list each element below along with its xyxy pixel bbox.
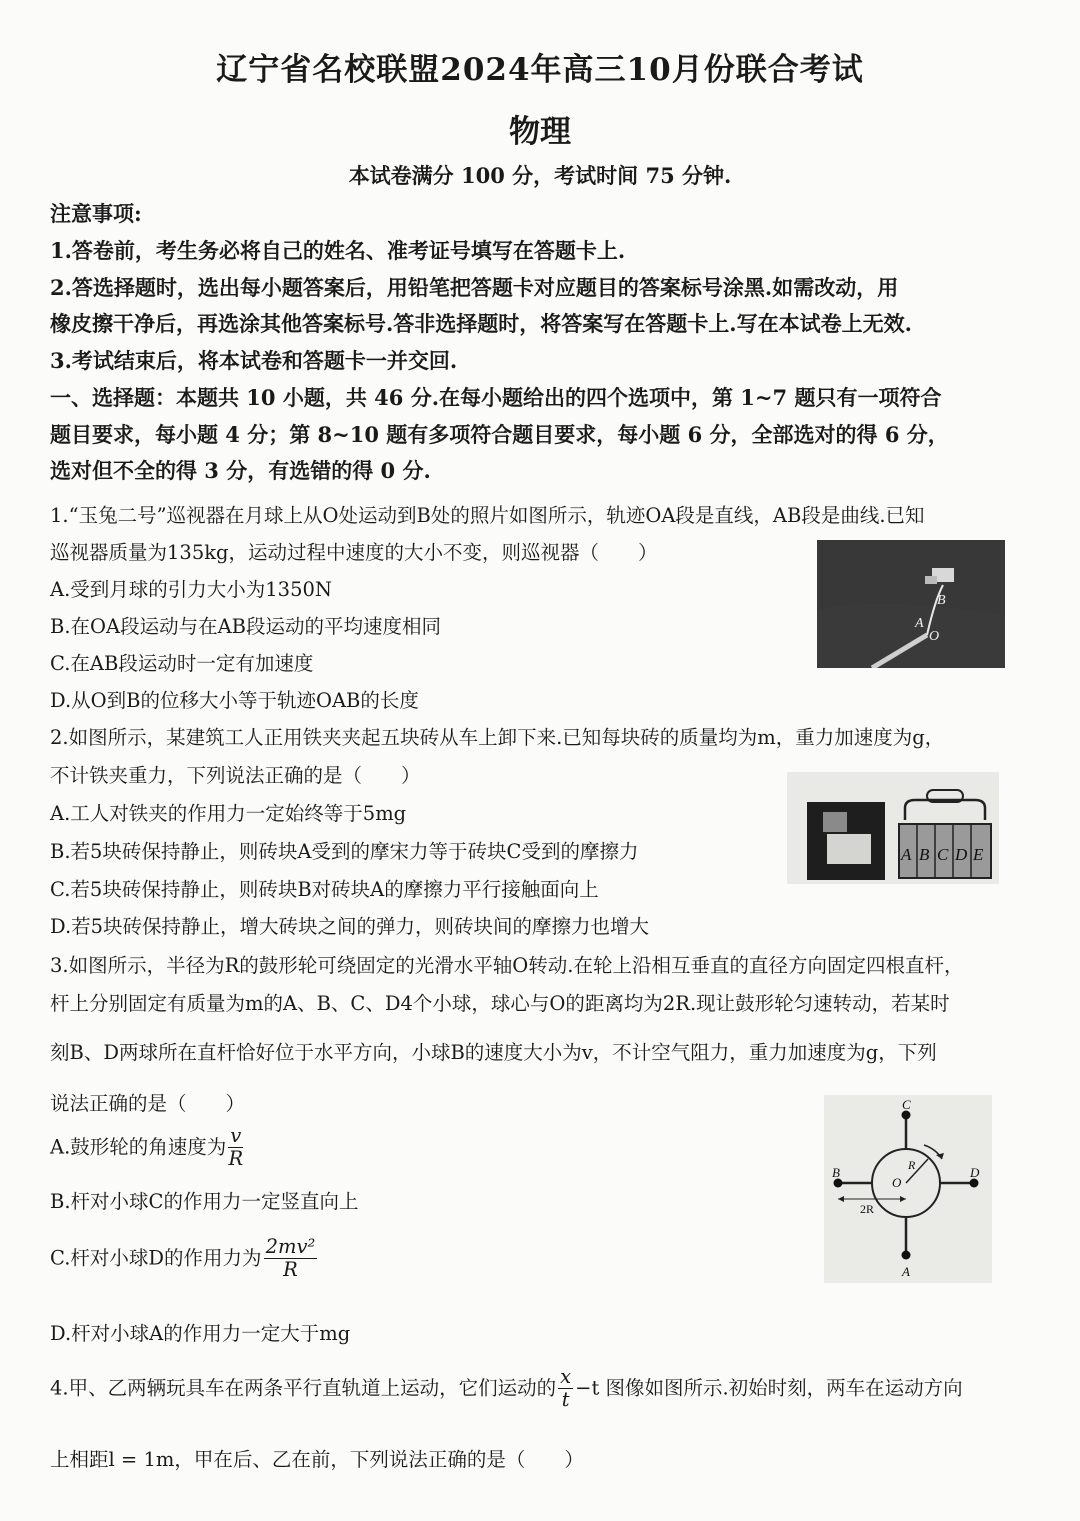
q2-brick-c: C [937,845,949,864]
q3-ball-a [902,1251,911,1260]
q1-label-o: O [929,629,940,644]
q3-stem-line-3: 刻B、D两球所在直杆恰好位于水平方向，小球B的速度大小为v，不计空气阻力，重力加速度为g，下列 [50,1041,937,1064]
q3-stem-line-4: 说法正确的是（ ） [50,1092,246,1115]
q3-option-b: B.杆对小球C的作用力一定竖直向上 [50,1190,359,1213]
q3-option-c-label: C.杆对小球D的作用力为 [50,1246,262,1270]
q3-label-c: C [902,1097,911,1112]
q1-stem-line-2: 巡视器质量为135kg，运动过程中速度的大小不变，则巡视器（ ） [50,541,658,564]
q2-brick-d: D [955,845,968,864]
q4-stem-post: −t 图像如图所示.初始时刻，两车在运动方向 [575,1376,963,1400]
q4-stem-pre: 4.甲、乙两辆玩具车在两条平行直轨道上运动，它们运动的 [50,1376,557,1400]
subject-title: 物理 [509,114,571,150]
q3-option-a-fraction [228,1125,243,1171]
q4-frac-numerator: x [560,1365,572,1388]
q1-label-b: B [937,593,946,608]
q3-option-a [50,1125,245,1171]
q2-brick-figure [787,772,999,884]
q2-stem-line-1: 2.如图所示，某建筑工人正用铁夹夹起五块砖从车上卸下来.已知每块砖的质量均为m，重力加速度为g， [50,726,945,749]
q4-x-over-t-fraction [558,1366,573,1412]
q2-option-a: A.工人对铁夹的作用力一定始终等于5mg [50,802,407,825]
exam-info: 本试卷满分 100 分，考试时间 75 分钟. [348,163,732,188]
q2-option-b: B.若5块砖保持静止，则砖块A受到的摩宋力等于砖块C受到的摩擦力 [50,840,639,863]
section-line-3: 选对但不全的得 3 分，有选错的得 0 分. [50,458,431,483]
note-2-line-2: 橡皮擦干净后，再选涂其他答案标号.答非选择题时，将答案写在答题卡上.写在本试卷上无效. [50,311,912,336]
q3-drum-wheel-figure [824,1095,992,1283]
q1-option-a: A.受到月球的引力大小为1350N [50,578,332,601]
q3-label-b: B [832,1165,840,1180]
q3-label-2r: 2R [860,1202,875,1216]
q3-label-o: O [892,1175,902,1190]
q4-stem-line-2: 上相距l = 1m，甲在后、乙在前，下列说法正确的是（ ） [50,1448,584,1471]
q2-option-c: C.若5块砖保持静止，则砖块B对砖块A的摩擦力平行接触面向上 [50,878,599,901]
exam-title: 辽宁省名校联盟2024年高三10月份联合考试 [216,52,864,88]
q1-option-c: C.在AB段运动时一定有加速度 [50,652,314,675]
q3-a-numerator: v [230,1124,242,1147]
q3-option-d: D.杆对小球A的作用力一定大于mg [50,1322,351,1345]
q3-c-numerator: 2mv² [265,1235,316,1258]
note-2-line-1: 2.答选择题时，选出每小题答案后，用铅笔把答题卡对应题目的答案标号涂黑.如需改动，用 [50,275,899,300]
q2-brick-e: E [973,845,984,864]
note-3: 3.考试结束后，将本试卷和答题卡一并交回. [50,348,458,373]
q2-stem-line-2: 不计铁夹重力，下列说法正确的是（ ） [50,764,421,787]
notes-heading: 注意事项: [50,201,142,226]
q1-label-a: A [915,616,924,631]
q4-frac-denominator: t [561,1388,570,1412]
q3-option-c [50,1236,319,1282]
q1-option-b: B.在OA段运动与在AB段运动的平均速度相同 [50,615,442,638]
q3-c-denominator: R [283,1258,298,1282]
q3-a-denominator: R [228,1147,244,1171]
q2-brick-b: B [919,845,930,864]
q3-option-a-label: A.鼓形轮的角速度为 [50,1135,227,1159]
q4-stem-line-1 [50,1366,963,1412]
section-line-2: 题目要求，每小题 4 分；第 8~10 题有多项符合题目要求，每小题 6 分，全部选对的得 6 分， [50,422,949,447]
q2-option-d: D.若5块砖保持静止，增大砖块之间的弹力，则砖块间的摩擦力也增大 [50,915,650,938]
q1-option-d: D.从O到B的位移大小等于轨迹OAB的长度 [50,689,419,712]
q3-stem-line-2: 杆上分别固定有质量为m的A、B、C、D4个小球，球心与O的距离均为2R.现让鼓形轮匀速转动，若某时 [50,992,950,1015]
q1-stem-line-1: 1.“玉兔二号”巡视器在月球上从O处运动到B处的照片如图所示，轨迹OA段是直线，AB段是曲线.已知 [50,504,925,527]
q2-brick-a: A [901,845,912,864]
section-line-1: 一、选择题：本题共 10 小题，共 46 分.在每小题给出的四个选项中，第 1~7 题只有一项符合 [50,385,942,410]
q3-label-r: R [908,1158,916,1172]
q3-label-d: D [970,1165,980,1180]
note-1: 1.答卷前，考生务必将自己的姓名、准考证号填写在答题卡上. [50,238,626,263]
q3-stem-line-1: 3.如图所示，半径为R的鼓形轮可绕固定的光滑水平轴O转动.在轮上沿相互垂直的直径方向固定四根直杆， [50,954,964,977]
q3-option-c-fraction [264,1236,318,1282]
q3-label-a: A [902,1264,910,1279]
q1-rover-photo [817,540,1005,668]
